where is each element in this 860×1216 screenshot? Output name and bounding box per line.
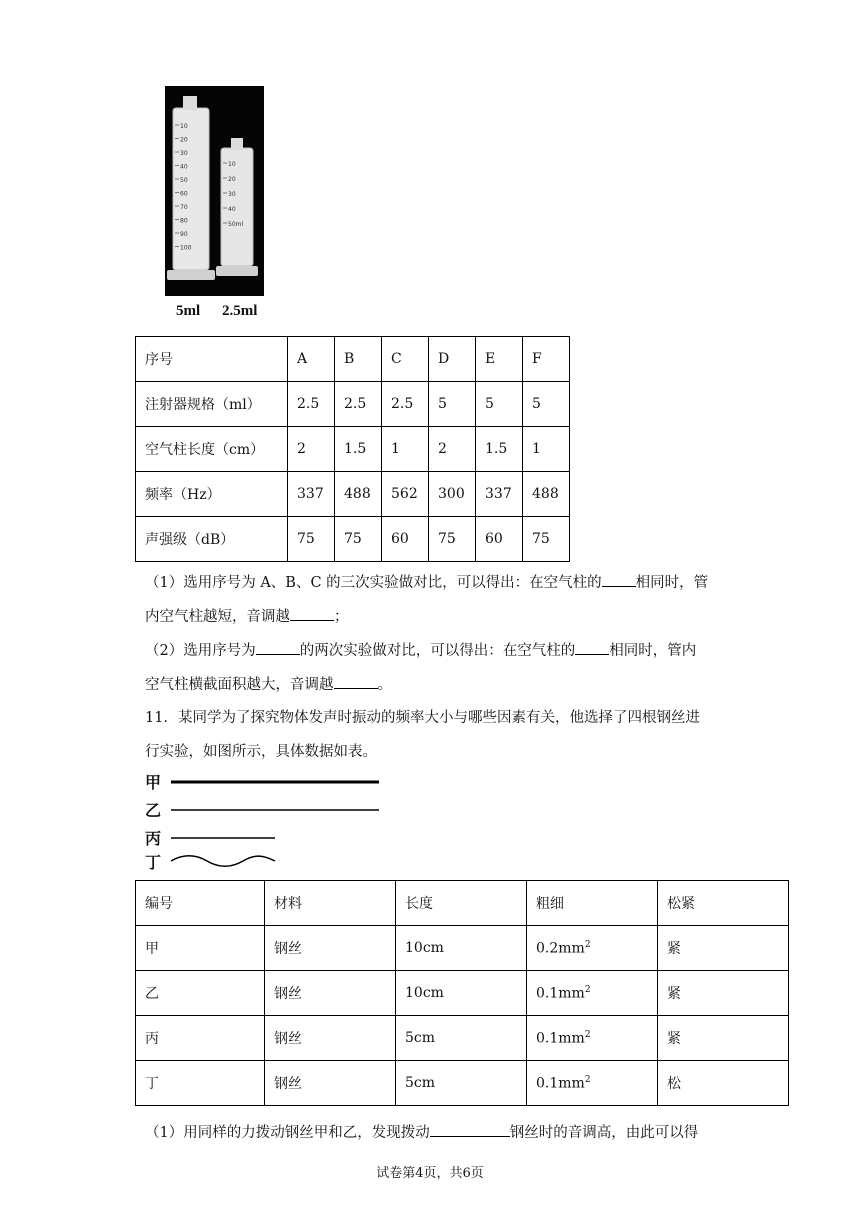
scale-label: 80 <box>180 217 188 225</box>
cell-text: 松 <box>667 1076 681 1092</box>
table-row <box>136 1061 789 1106</box>
table-row <box>136 382 570 427</box>
cell-text: 10cm <box>405 940 444 956</box>
q11-line1: 11．某同学为了探究物体发声时振动的频率大小与哪些因素有关，他选择了四根钢丝进 <box>145 710 700 726</box>
table-cell: D <box>429 337 476 382</box>
table-cell: 1 <box>523 427 570 472</box>
table-cell: 337 <box>476 472 523 517</box>
table-cell <box>527 1016 658 1061</box>
small-syringe-tip <box>231 138 243 150</box>
scale-label: 20 <box>180 136 188 144</box>
wire-label: 乙 <box>145 801 162 820</box>
q1-line2: 内空气柱越短，音调越 ； <box>145 606 725 627</box>
table-cell: 1.5 <box>335 427 382 472</box>
cell-text: 编号 <box>145 896 173 912</box>
syringe-table <box>135 336 570 562</box>
table-cell <box>396 971 527 1016</box>
label-2-5ml: 2.5ml <box>222 303 258 319</box>
wire-thin-long <box>171 802 411 818</box>
steel-wires-figure <box>145 770 405 870</box>
table-cell <box>527 971 658 1016</box>
cell-text: 0.1mm <box>536 1030 585 1047</box>
cell-text: 丁 <box>145 1076 159 1092</box>
wire-row <box>145 826 405 850</box>
table-cell <box>396 1016 527 1061</box>
table-cell <box>265 971 396 1016</box>
q1-line1: （1）选用序号为 A、B、C 的三次实验做对比，可以得出：在空气柱的 相同时，管 <box>145 572 725 593</box>
table-cell: 488 <box>523 472 570 517</box>
q11-line2: 行实验，如图所示，具体数据如表。 <box>145 744 377 760</box>
scale-label: 30 <box>228 191 236 198</box>
small-syringe-flange <box>216 266 258 276</box>
scale-label: 90 <box>180 231 188 238</box>
table-cell: 5 <box>523 382 570 427</box>
table-row <box>136 427 570 472</box>
scale-label: 10 <box>180 123 188 130</box>
table-cell: 562 <box>382 472 429 517</box>
table-cell: 注射器规格（ml） <box>136 382 288 427</box>
table-cell: 空气柱长度（cm） <box>136 427 288 472</box>
table-cell: C <box>382 337 429 382</box>
table-cell <box>658 926 789 971</box>
table-cell: F <box>523 337 570 382</box>
small-syringe-barrel <box>221 148 253 266</box>
cell-text: 钢丝 <box>274 986 302 1002</box>
table-cell <box>136 971 265 1016</box>
table-cell: E <box>476 337 523 382</box>
wire-table <box>135 880 789 1106</box>
table-cell <box>527 926 658 971</box>
cell-text: 5cm <box>405 1030 436 1046</box>
table-cell: 2 <box>288 427 335 472</box>
table-row <box>136 971 789 1016</box>
unit-superscript: 2 <box>584 939 591 950</box>
table-cell <box>527 881 658 926</box>
wire-thick-long <box>171 774 411 790</box>
q2-line2: 空气柱横截面积越大，音调越 。 <box>145 674 725 695</box>
answer-blank[interactable] <box>334 674 378 689</box>
table-cell: A <box>288 337 335 382</box>
unit-superscript: 2 <box>584 1029 591 1040</box>
cell-text: 丙 <box>145 1031 159 1047</box>
table-cell <box>527 1061 658 1106</box>
table-header-row <box>136 881 789 926</box>
table-cell: 2 <box>429 427 476 472</box>
large-syringe-flange <box>167 270 215 280</box>
scale-label: 70 <box>180 204 188 211</box>
cell-text: 钢丝 <box>274 1031 302 1047</box>
label-5ml: 5ml <box>176 303 201 319</box>
cell-text: 10cm <box>405 985 444 1001</box>
table-cell: 75 <box>523 517 570 562</box>
table-cell: 1 <box>382 427 429 472</box>
table-row <box>136 337 570 382</box>
q2-line1: （2）选用序号为 的两次实验做对比，可以得出：在空气柱的 相同时，管内 <box>145 640 725 661</box>
table-cell: 2.5 <box>382 382 429 427</box>
table-cell: 声强级（dB） <box>136 517 288 562</box>
syringe-photo <box>165 86 264 296</box>
table-cell: B <box>335 337 382 382</box>
table-cell <box>658 1061 789 1106</box>
cell-text: 乙 <box>145 986 159 1002</box>
scale-label: 60 <box>180 190 188 198</box>
scale-label: 30 <box>180 150 188 157</box>
table-cell <box>265 881 396 926</box>
table-cell: 60 <box>382 517 429 562</box>
table-cell <box>658 881 789 926</box>
wire-label: 丁 <box>145 853 162 872</box>
scale-label: 50ml <box>228 221 244 228</box>
cell-text: 紧 <box>667 941 681 957</box>
table-cell <box>265 1061 396 1106</box>
table-cell <box>658 1016 789 1061</box>
answer-blank[interactable] <box>430 1122 510 1137</box>
cell-text: 粗细 <box>536 896 564 912</box>
cell-text: 钢丝 <box>274 1076 302 1092</box>
wire-label: 甲 <box>145 773 162 792</box>
cell-text: 0.1mm <box>536 985 585 1002</box>
cell-text: 材料 <box>274 896 302 912</box>
wire-row <box>145 850 405 874</box>
table-cell: 75 <box>429 517 476 562</box>
cell-text: 长度 <box>405 896 433 912</box>
cell-text: 5cm <box>405 1075 436 1091</box>
table-cell: 5 <box>429 382 476 427</box>
wire-loose-short <box>171 852 411 870</box>
table-row <box>136 926 789 971</box>
table-cell: 2.5 <box>288 382 335 427</box>
table-cell <box>136 1016 265 1061</box>
table-cell: 频率（Hz） <box>136 472 288 517</box>
table-row <box>136 472 570 517</box>
scale-label: 100 <box>180 244 192 252</box>
table-cell <box>136 1061 265 1106</box>
scale-label: 40 <box>180 163 188 171</box>
table-cell <box>396 926 527 971</box>
cell-text: 紧 <box>667 986 681 1002</box>
table-cell: 300 <box>429 472 476 517</box>
cell-text: 松紧 <box>667 896 695 912</box>
table-cell <box>136 881 265 926</box>
wire-row <box>145 770 405 794</box>
wire-row <box>145 798 405 822</box>
table-row <box>136 1016 789 1061</box>
q11-sub1-line: （1）用同样的力拨动钢丝甲和乙，发现拨动 钢丝时的音调高，由此可以得 <box>145 1122 725 1143</box>
table-cell <box>265 1016 396 1061</box>
unit-superscript: 2 <box>584 1074 591 1085</box>
table-cell: 2.5 <box>335 382 382 427</box>
table-cell: 337 <box>288 472 335 517</box>
wire-thin-short <box>171 830 411 846</box>
table-cell: 1.5 <box>476 427 523 472</box>
scale-label: 40 <box>228 206 236 213</box>
table-cell <box>136 926 265 971</box>
unit-superscript: 2 <box>584 984 591 995</box>
syringe-illustration <box>165 86 264 296</box>
large-syringe-tip <box>183 96 197 110</box>
scale-label: 50 <box>180 177 188 184</box>
table-cell: 序号 <box>136 337 288 382</box>
table-cell: 60 <box>476 517 523 562</box>
table-cell <box>396 881 527 926</box>
answer-blank[interactable] <box>256 640 300 655</box>
cell-text: 0.2mm <box>536 940 585 957</box>
table-row <box>136 517 570 562</box>
answer-blank[interactable] <box>602 572 636 587</box>
scale-label: 20 <box>228 176 236 183</box>
answer-blank[interactable] <box>575 640 609 655</box>
table-cell: 488 <box>335 472 382 517</box>
table-cell <box>396 1061 527 1106</box>
table-cell: 5 <box>476 382 523 427</box>
table-cell <box>658 971 789 1016</box>
cell-text: 紧 <box>667 1031 681 1047</box>
cell-text: 甲 <box>145 941 159 957</box>
wire-label: 丙 <box>145 829 162 848</box>
table-cell: 75 <box>288 517 335 562</box>
answer-blank[interactable] <box>290 606 334 621</box>
cell-text: 0.1mm <box>536 1075 585 1092</box>
table-cell <box>265 926 396 971</box>
cell-text: 钢丝 <box>274 941 302 957</box>
page-footer: 试卷第4页，共6页 <box>376 1166 484 1181</box>
scale-label: 10 <box>228 161 236 168</box>
table-cell: 75 <box>335 517 382 562</box>
